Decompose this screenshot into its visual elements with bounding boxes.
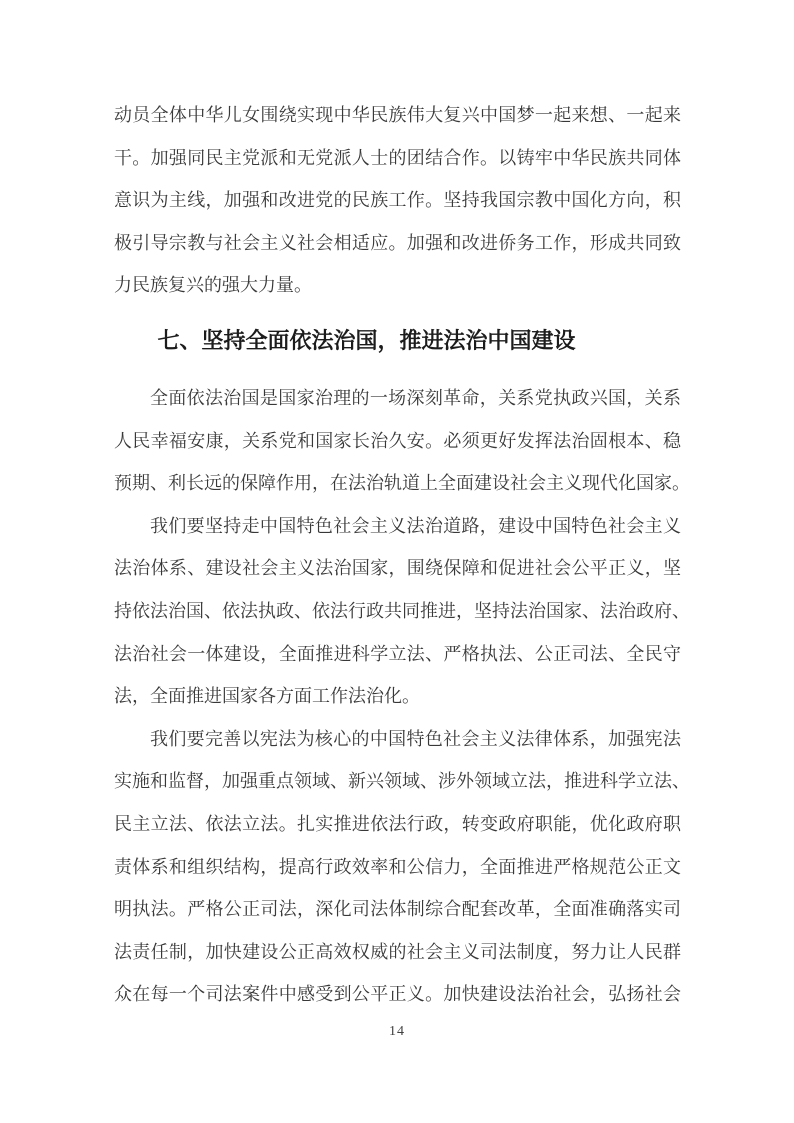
- text-line: 法治社会一体建设，全面推进科学立法、严格执法、公正司法、全民守: [114, 643, 681, 664]
- paragraph-constitution-legal-system: [114, 718, 690, 1016]
- page-number: 14: [389, 1024, 405, 1039]
- text-line: 力民族复兴的强大力量。: [114, 275, 312, 296]
- paragraph-united-front-continuation: [114, 94, 681, 307]
- page-content: [114, 94, 690, 1016]
- text-line: 预期、利长远的保障作用，在法治轨道上全面建设社会主义现代化国家。: [114, 473, 690, 494]
- text-line: 众在每一个司法案件中感受到公平正义。加快建设法治社会，弘扬社会: [114, 984, 681, 1005]
- text-line: 我们要坚持走中国特色社会主义法治道路，建设中国特色社会主义: [150, 515, 681, 536]
- paragraph-rule-of-law-intro: [114, 377, 690, 505]
- text-line: 实施和监督，加强重点领域、新兴领域、涉外领域立法，推进科学立法、: [114, 771, 690, 792]
- text-line: 人民幸福安康，关系党和国家长治久安。必须更好发挥法治固根本、稳: [114, 430, 681, 451]
- text-line: 法治体系、建设社会主义法治国家，围绕保障和促进社会公平正义，坚: [114, 558, 681, 579]
- page-footer: [0, 1022, 794, 1040]
- text-line: 极引导宗教与社会主义社会相适应。加强和改进侨务工作，形成共同致: [114, 232, 681, 253]
- text-line: 法责任制，加快建设公正高效权威的社会主义司法制度，努力让人民群: [114, 941, 681, 962]
- text-line: 我们要完善以宪法为核心的中国特色社会主义法律体系，加强宪法: [150, 728, 681, 749]
- paragraph-socialist-rule-of-law-path: [114, 505, 690, 718]
- text-line: 动员全体中华儿女围绕实现中华民族伟大复兴中国梦一起来想、一起来: [114, 105, 681, 125]
- text-line: 持依法治国、依法执政、依法行政共同推进，坚持法治国家、法治政府、: [114, 600, 690, 621]
- text-line: 全面依法治国是国家治理的一场深刻革命，关系党执政兴国，关系: [150, 387, 681, 408]
- text-line: 法，全面推进国家各方面工作法治化。: [114, 686, 420, 707]
- text-line: 责体系和组织结构，提高行政效率和公信力，全面推进严格规范公正文: [114, 856, 681, 877]
- text-line: 明执法。严格公正司法，深化司法体制综合配套改革，全面准确落实司: [114, 899, 681, 920]
- text-line: 民主立法、依法立法。扎实推进依法行政，转变政府职能，优化政府职: [114, 813, 681, 834]
- text-line: 干。加强同民主党派和无党派人士的团结合作。以铸牢中华民族共同体: [114, 147, 681, 168]
- text-line: 意识为主线，加强和改进党的民族工作。坚持我国宗教中国化方向，积: [114, 190, 681, 211]
- section-heading: 七、坚持全面依法治国，推进法治中国建设: [157, 327, 576, 353]
